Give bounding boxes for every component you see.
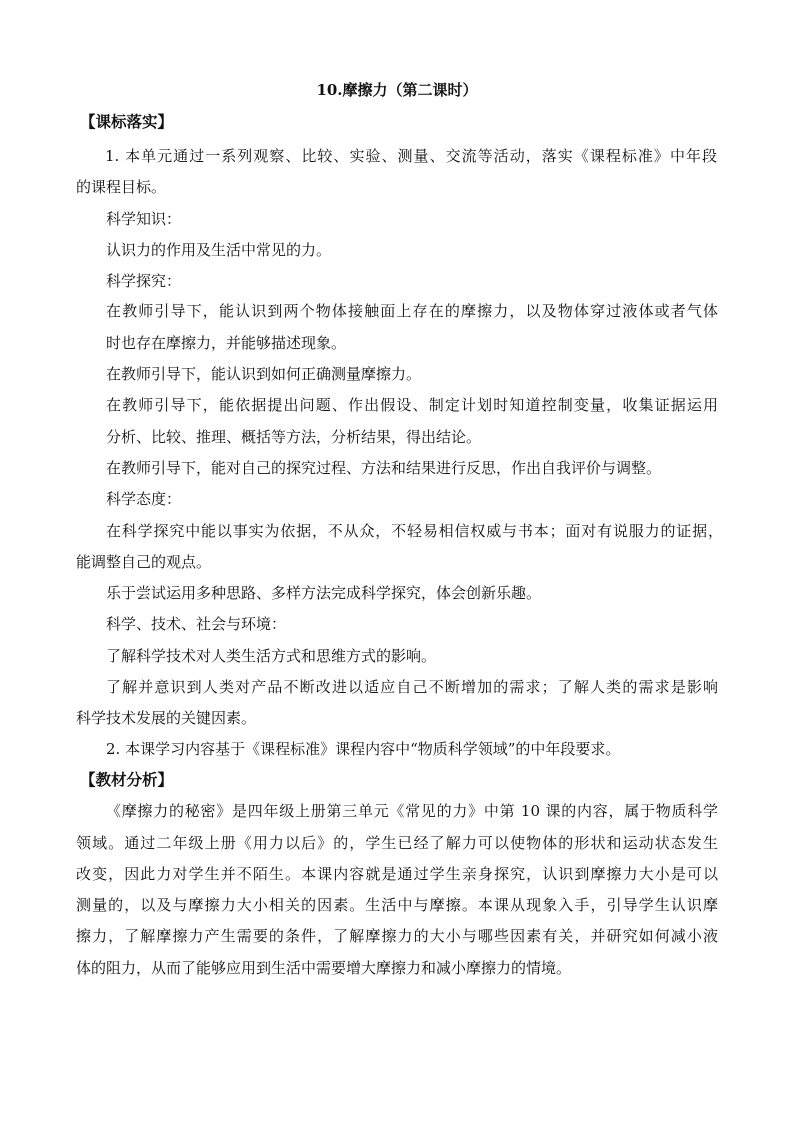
paragraph-line: 时也存在摩擦力，并能够描述现象。 — [106, 334, 347, 352]
paragraph-line: 《摩擦力的秘密》是四年级上册第三单元《常见的力》中第 10 课的内容，属于物质科学 — [106, 802, 718, 820]
section-heading-textbook-analysis: 【教材分析】 — [80, 770, 174, 789]
subheading-knowledge: 科学知识： — [106, 210, 182, 228]
paragraph-line: 科学技术发展的关键因素。 — [76, 709, 257, 727]
paragraph-line: 体的阻力，从而了能够应用到生活中需要增大摩擦力和减小摩擦力的情境。 — [76, 959, 572, 977]
paragraph-line: 的课程目标。 — [76, 178, 167, 196]
paragraph-line: 领域。通过二年级上册《用力以后》的，学生已经了解力可以使物体的形状和运动状态发生 — [76, 834, 718, 852]
paragraph-line: 了解并意识到人类对产品不断改进以适应自己不断增加的需求；了解人类的需求是影响 — [106, 678, 718, 696]
paragraph-line: 改变，因此力对学生并不陌生。本课内容就是通过学生亲身探究，认识到摩擦力大小是可以 — [76, 865, 718, 883]
subheading-inquiry: 科学探究： — [106, 272, 182, 290]
paragraph-line: 能调整自己的观点。 — [76, 553, 212, 571]
paragraph-line: 在教师引导下，能认识到如何正确测量摩擦力。 — [106, 365, 422, 383]
paragraph-line: 2. 本课学习内容基于《课程标准》课程内容中“物质科学领域”的中年段要求。 — [106, 740, 621, 758]
paragraph-line: 在教师引导下，能依据提出问题、作出假设、制定计划时知道控制变量，收集证据运用 — [106, 396, 718, 414]
paragraph-line: 擦力，了解摩擦力产生需要的条件，了解摩擦力的大小与哪些因素有关，并研究如何减小液 — [76, 927, 718, 945]
paragraph-line: 在科学探究中能以事实为依据，不从众，不轻易相信权威与书本；面对有说服力的证据， — [106, 522, 723, 540]
paragraph-line: 测量的，以及与摩擦力大小相关的因素。生活中与摩擦。本课从现象入手，引导学生认识摩 — [76, 896, 718, 914]
section-heading-curriculum: 【课标落实】 — [80, 112, 174, 131]
paragraph-line: 乐于尝试运用多种思路、多样方法完成科学探究，体会创新乐趣。 — [106, 584, 542, 602]
paragraph-line: 在教师引导下，能对自己的探究过程、方法和结果进行反思，作出自我评价与调整。 — [106, 459, 662, 477]
document-title: 10.摩擦力（第二课时） — [316, 81, 478, 99]
paragraph-line: 认识力的作用及生活中常见的力。 — [106, 241, 332, 259]
subheading-sts: 科学、技术、社会与环境： — [106, 615, 287, 633]
paragraph-line: 了解科学技术对人类生活方式和思维方式的影响。 — [106, 647, 437, 665]
paragraph-line: 在教师引导下，能认识到两个物体接触面上存在的摩擦力，以及物体穿过液体或者气体 — [106, 302, 718, 320]
paragraph-line: 分析、比较、推理、概括等方法，分析结果，得出结论。 — [106, 428, 482, 446]
subheading-attitude: 科学态度： — [106, 490, 182, 508]
paragraph-line: 1. 本单元通过一系列观察、比较、实验、测量、交流等活动，落实《课程标准》中年段 — [105, 147, 717, 165]
